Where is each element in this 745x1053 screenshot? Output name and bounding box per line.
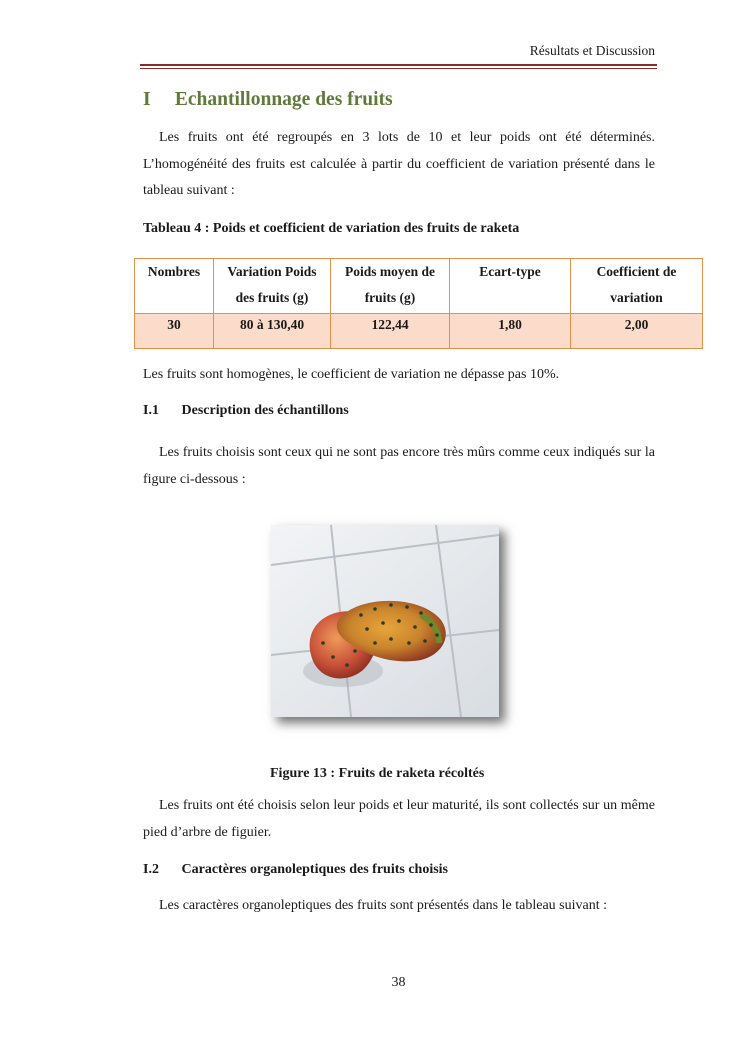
- table-cell: 2,00: [571, 314, 703, 349]
- table-header-cell: Poids moyen de fruits (g): [331, 259, 450, 314]
- fruit-photo: [271, 525, 499, 717]
- table-header-cell: Nombres: [135, 259, 214, 314]
- table-header-row: [135, 259, 703, 314]
- organoleptic-paragraph: Les caractères organoleptiques des fruits sont présentés dans le tableau suivant :: [159, 898, 607, 913]
- header-rule-thick: [140, 64, 657, 66]
- section-number: I: [143, 89, 151, 110]
- table-cell: 1,80: [450, 314, 571, 349]
- subsection-number: I.2: [143, 862, 159, 877]
- subsection-title: Caractères organoleptiques des fruits choisis: [181, 862, 448, 877]
- intro-paragraph: Les fruits ont été regroupés en 3 lots de 10 et leur poids ont été déterminés. L’homogénéité des fruits est calculée à partir du coefficient de variation présenté dans le tableau suivant :: [143, 130, 655, 198]
- section-heading: [143, 89, 393, 111]
- weight-table: [134, 258, 703, 349]
- description-paragraph: Les fruits choisis sont ceux qui ne sont pas encore très mûrs comme ceux indiqués sur la figure ci-dessous :: [143, 445, 655, 487]
- selection-paragraph: Les fruits ont été choisis selon leur poids et leur maturité, ils sont collectés sur un même pied d’arbre de figuier.: [143, 798, 655, 840]
- subsection-title: Description des échantillons: [181, 403, 349, 418]
- subsection-2-heading: [143, 862, 448, 878]
- subsection-1-heading: [143, 403, 349, 419]
- running-header: Résultats et Discussion: [529, 43, 655, 58]
- table-header-cell: Variation Poids des fruits (g): [214, 259, 331, 314]
- table-cell: 122,44: [331, 314, 450, 349]
- page-number: 38: [391, 975, 406, 990]
- table-header-cell: Ecart-type: [450, 259, 571, 314]
- table-cell: 80 à 130,40: [214, 314, 331, 349]
- table-cell: 30: [135, 314, 214, 349]
- table-header-cell: Coefficient de variation: [571, 259, 703, 314]
- header-rule-thin: [140, 68, 657, 69]
- figure-caption: Figure 13 : Fruits de raketa récoltés: [270, 766, 485, 781]
- subsection-number: I.1: [143, 403, 159, 418]
- fruit-photo-image: [271, 525, 499, 717]
- section-title: Echantillonnage des fruits: [174, 89, 393, 110]
- table-row: [135, 314, 703, 349]
- conclusion-paragraph: Les fruits sont homogènes, le coefficient de variation ne dépasse pas 10%.: [143, 367, 560, 382]
- table-caption: Tableau 4 : Poids et coefficient de variation des fruits de raketa: [143, 221, 520, 236]
